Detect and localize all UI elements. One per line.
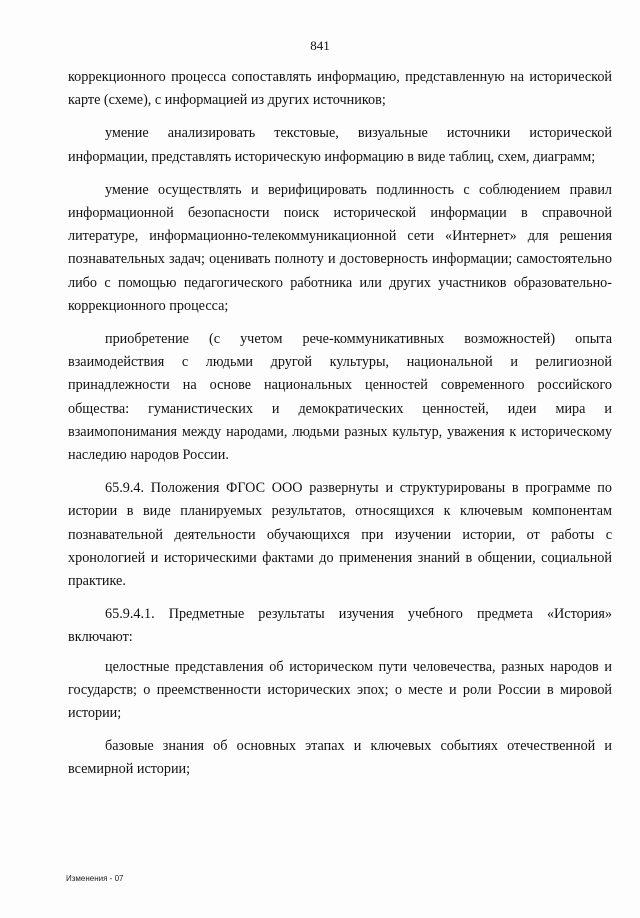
paragraph: целостные представления об историческом пути человечества, разных народов и государств; о преемственности исторических эпох; о месте и роли России в мировой истории; [68, 658, 612, 722]
paragraph: базовые знания об основных этапах и ключевых событиях отечественной и всемирной истории; [68, 738, 612, 778]
page-footer: Изменения - 07 [66, 874, 124, 883]
paragraph: 65.9.4.1. Предметные результаты изучения учебного предмета «История» включают: [68, 606, 612, 646]
page-number: 841 [310, 38, 330, 53]
paragraph: умение анализировать текстовые, визуальные источники исторической информации, представлять историческую информацию в виде таблиц, схем, диаграмм; [68, 125, 612, 165]
paragraph: коррекционного процесса сопоставлять информацию, представленную на исторической карте (схеме), с информацией из других источников; [68, 69, 612, 109]
page-body [68, 66, 612, 792]
paragraph: приобретение (с учетом рече-коммуникативных возможностей) опыта взаимодействия с людьми другой культуры, национальной и религиозной принадлежности на основе национальных ценностей современного российского общества: гуманистических и демократических ценностей, идеи мира и взаимопонимания между народами, людьми разных культур, уважения к историческому наследию народов России. [68, 331, 612, 464]
paragraph: умение осуществлять и верифицировать подлинность с соблюдением правил информационной безопасности поиск исторической информации в справочной литературе, информационно-телекоммуникационной сети «Интернет» для решения познавательных задач; оценивать полноту и достоверность информации; самостоятельно либо с помощью педагогического работника или других участников образовательно-коррекционного процесса; [68, 181, 612, 314]
paragraph: 65.9.4. Положения ФГОС ООО развернуты и структурированы в программе по истории в виде планируемых результатов, относящихся к ключевым компонентам познавательной деятельности обучающихся при изучении истории, от работы с хронологией и историческими фактами до применения знаний в общении, социальной практике. [68, 480, 612, 590]
